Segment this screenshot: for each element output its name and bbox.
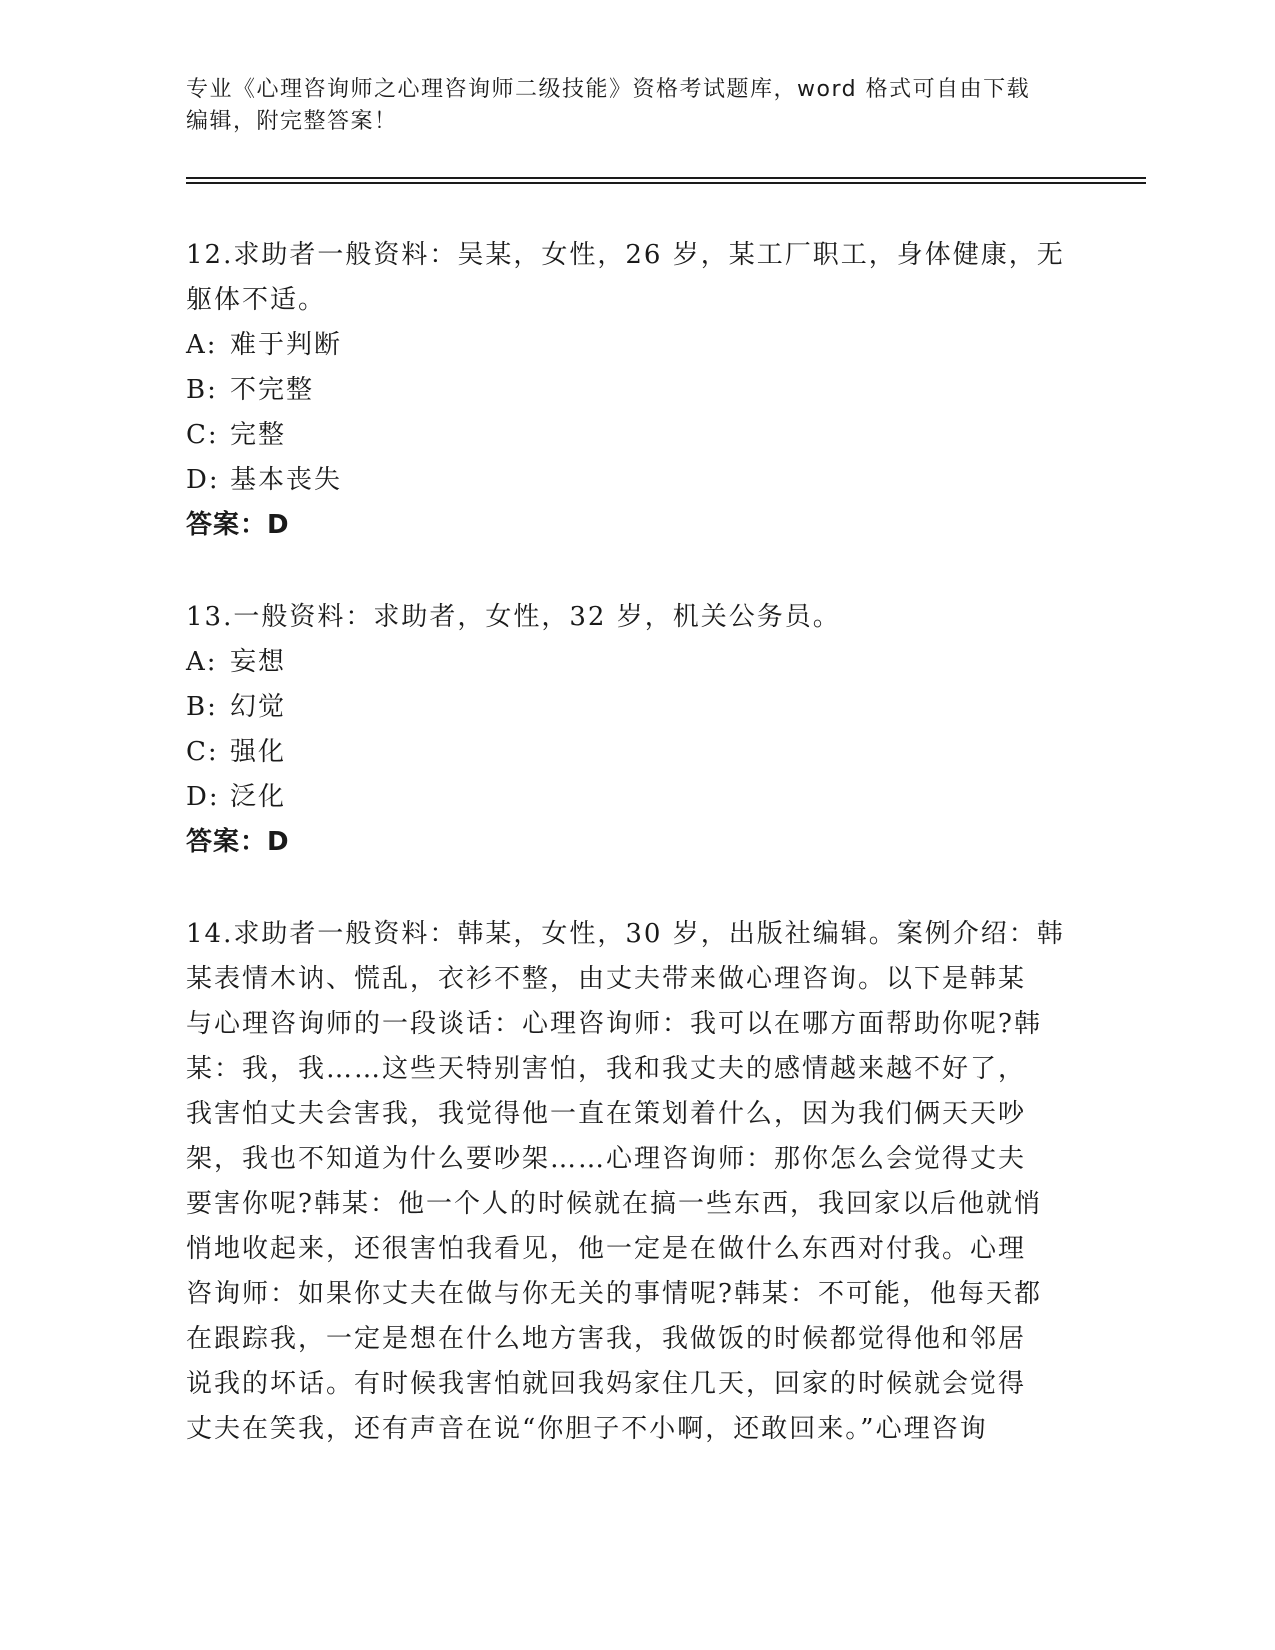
option-d (186, 458, 1066, 503)
question-stem-line: 某：我，我……这些天特别害怕，我和我丈夫的感情越来越不好了， (186, 1054, 1027, 1084)
option-b (186, 368, 1066, 413)
option-letter: D: (186, 465, 220, 495)
option-letter: C: (186, 737, 219, 767)
option-text: 难于判断 (230, 330, 343, 360)
option-text: 泛化 (230, 782, 287, 812)
option-b (186, 685, 1066, 730)
question-stem-line: 在跟踪我，一定是想在什么地方害我，我做饭的时候都觉得他和邻居 (186, 1324, 1027, 1354)
document-header (186, 74, 1066, 138)
header-line-2: 编辑，附完整答案！ (186, 109, 398, 134)
option-c (186, 413, 1066, 458)
question-stem-line: 13.一般资料：求助者，女性，32 岁，机关公务员。 (186, 602, 841, 632)
answer-label: 答案：D (186, 827, 290, 857)
question-12 (186, 233, 1066, 548)
question-14 (186, 912, 1066, 1452)
option-text: 幻觉 (230, 692, 287, 722)
question-stem-line: 与心理咨询师的一段谈话：心理咨询师：我可以在哪方面帮助你呢?韩 (186, 1009, 1042, 1039)
question-stem-line: 悄地收起来，还很害怕我看见，他一定是在做什么东西对付我。心理 (186, 1234, 1027, 1264)
option-letter: A: (186, 330, 218, 360)
question-stem-line: 说我的坏话。有时候我害怕就回我妈家住几天，回家的时候就会觉得 (186, 1369, 1027, 1399)
question-stem-line: 架，我也不知道为什么要吵架……心理咨询师：那你怎么会觉得丈夫 (186, 1144, 1027, 1174)
question-stem-line: 我害怕丈夫会害我，我觉得他一直在策划着什么，因为我们俩天天吵 (186, 1099, 1027, 1129)
question-stem-line: 12.求助者一般资料：吴某，女性，26 岁，某工厂职工，身体健康，无 (186, 240, 1065, 270)
header-divider-bottom (186, 182, 1146, 184)
question-stem-line: 14.求助者一般资料：韩某，女性，30 岁，出版社编辑。案例介绍：韩 (186, 919, 1065, 949)
question-stem-line: 某表情木讷、慌乱，衣衫不整，由丈夫带来做心理咨询。以下是韩某 (186, 964, 1027, 994)
question-stem-line: 要害你呢?韩某：他一个人的时候就在搞一些东西，我回家以后他就悄 (186, 1189, 1042, 1219)
option-c (186, 730, 1066, 775)
question-stem-line: 咨询师：如果你丈夫在做与你无关的事情呢?韩某：不可能，他每天都 (186, 1279, 1042, 1309)
question-stem-line: 躯体不适。 (186, 285, 327, 315)
option-letter: A: (186, 647, 218, 677)
option-letter: D: (186, 782, 220, 812)
header-line-1: 专业《心理咨询师之心理咨询师二级技能》资格考试题库，word 格式可自由下载 (186, 77, 1031, 102)
option-d (186, 775, 1066, 820)
option-letter: B: (186, 692, 218, 722)
option-letter: B: (186, 375, 218, 405)
option-letter: C: (186, 420, 219, 450)
option-a (186, 640, 1066, 685)
option-text: 完整 (230, 420, 287, 450)
option-a (186, 323, 1066, 368)
answer-label: 答案：D (186, 510, 290, 540)
option-text: 不完整 (230, 375, 315, 405)
option-text: 基本丧失 (230, 465, 343, 495)
question-13 (186, 595, 1066, 865)
option-text: 强化 (230, 737, 287, 767)
header-divider-top (186, 177, 1146, 179)
question-stem-line: 丈夫在笑我，还有声音在说“你胆子不小啊，还敢回来。”心理咨询 (186, 1414, 988, 1444)
option-text: 妄想 (230, 647, 287, 677)
